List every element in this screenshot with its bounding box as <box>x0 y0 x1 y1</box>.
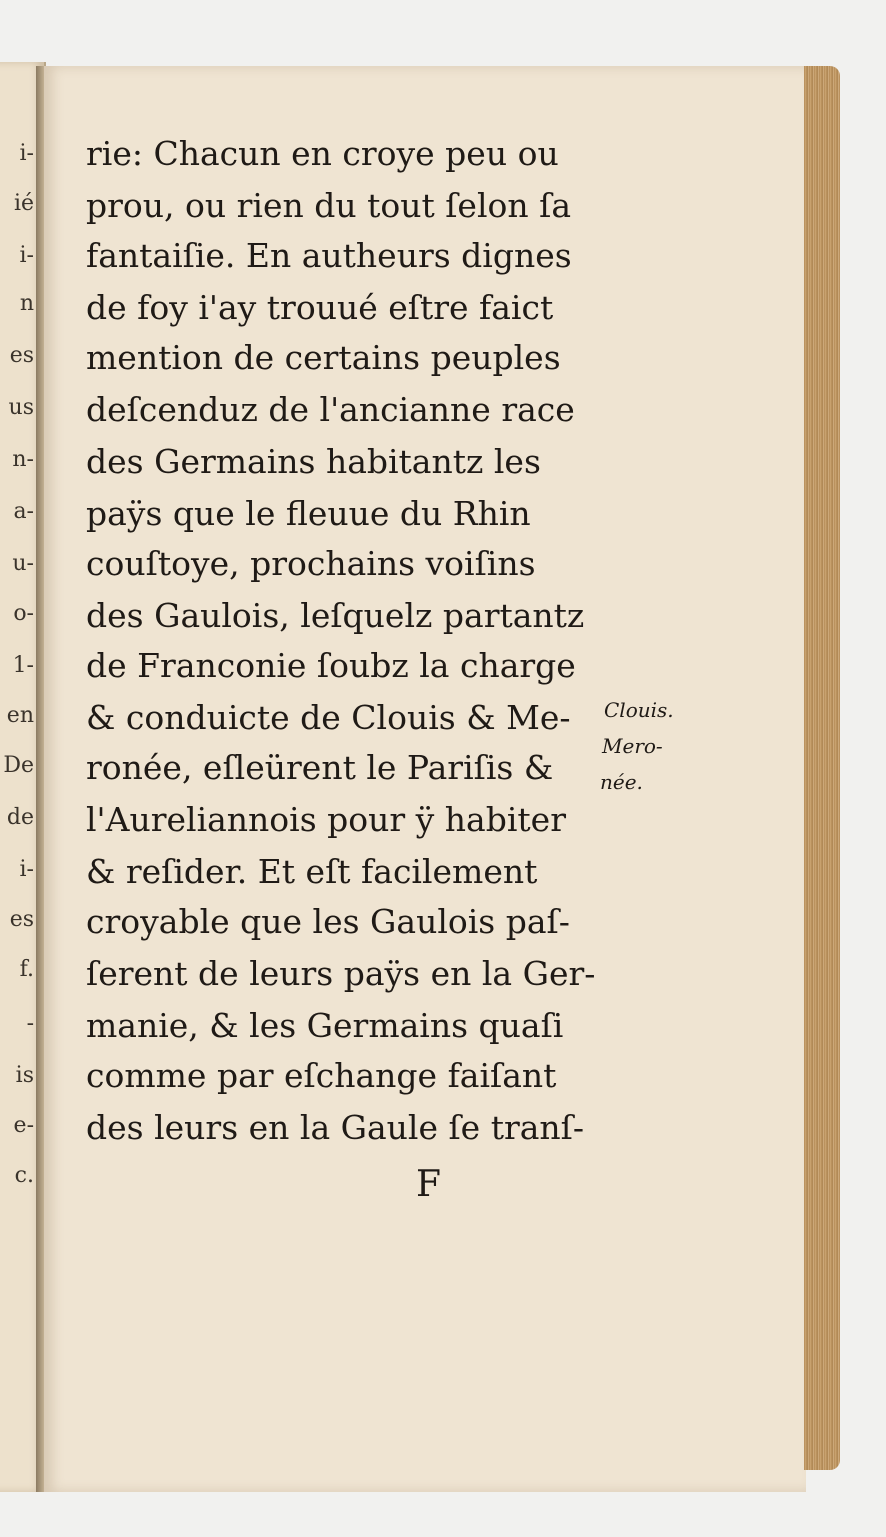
margin-note-line: Clouis. <box>604 698 674 722</box>
left-fragment: i- <box>19 243 34 268</box>
left-fragment: e- <box>13 1113 34 1138</box>
left-fragment: de <box>6 805 34 830</box>
left-fragment: es <box>9 907 34 932</box>
body-line: & reſider. Et eſt facilement <box>86 852 538 891</box>
left-fragment: i- <box>19 857 34 882</box>
margin-note-line: née. <box>600 770 643 794</box>
body-line: manie, & les Germains quaſi <box>86 1006 564 1045</box>
left-fragment: en <box>6 703 34 728</box>
body-line: paÿs que le fleuue du Rhin <box>86 494 531 533</box>
signature-mark: F <box>416 1164 441 1205</box>
body-line: de foy i'ay trouué eſtre faict <box>86 288 554 327</box>
left-fragment: o- <box>13 601 34 626</box>
left-fragment: es <box>9 343 34 368</box>
left-fragment: a- <box>13 499 34 524</box>
body-line: des Germains habitantz les <box>86 442 541 481</box>
body-line: ſerent de leurs paÿs en la Ger- <box>86 954 596 993</box>
left-fragment: i- <box>19 141 34 166</box>
left-fragment: ié <box>13 191 34 216</box>
body-line: des leurs en la Gaule ſe tranſ- <box>86 1108 585 1147</box>
body-line: deſcenduz de l'ancianne race <box>86 390 575 429</box>
body-line: rie: Chacun en croye peu ou <box>86 134 559 173</box>
body-line: couſtoye, prochains voiſins <box>86 544 536 583</box>
left-fragment: f. <box>19 957 34 982</box>
left-fragment: n- <box>12 447 34 472</box>
body-line: ronée, eſleürent le Pariſis & <box>86 748 554 787</box>
body-line: des Gaulois, leſquelz partantz <box>86 596 585 635</box>
body-line: mention de certains peuples <box>86 338 561 377</box>
left-fragment: n <box>19 291 34 316</box>
page-edges <box>804 66 840 1470</box>
margin-note-line: Mero- <box>602 734 663 758</box>
left-fragment: us <box>8 395 34 420</box>
left-fragment: De <box>3 753 34 778</box>
body-line: croyable que les Gaulois paſ- <box>86 902 570 941</box>
body-line: fantaiſie. En autheurs dignes <box>86 236 572 275</box>
body-line: & conduicte de Clouis & Me- <box>86 698 571 737</box>
body-line: de Franconie ſoubz la charge <box>86 646 576 685</box>
left-fragment: - <box>26 1011 34 1036</box>
left-fragment: 1- <box>12 653 34 678</box>
body-line: comme par eſchange faiſant <box>86 1056 557 1095</box>
left-fragment: is <box>15 1063 34 1088</box>
left-fragment: c. <box>14 1163 34 1188</box>
body-line: prou, ou rien du tout ſelon ſa <box>86 186 572 225</box>
body-line: l'Aureliannois pour ÿ habiter <box>86 800 566 839</box>
left-fragment: u- <box>12 551 34 576</box>
